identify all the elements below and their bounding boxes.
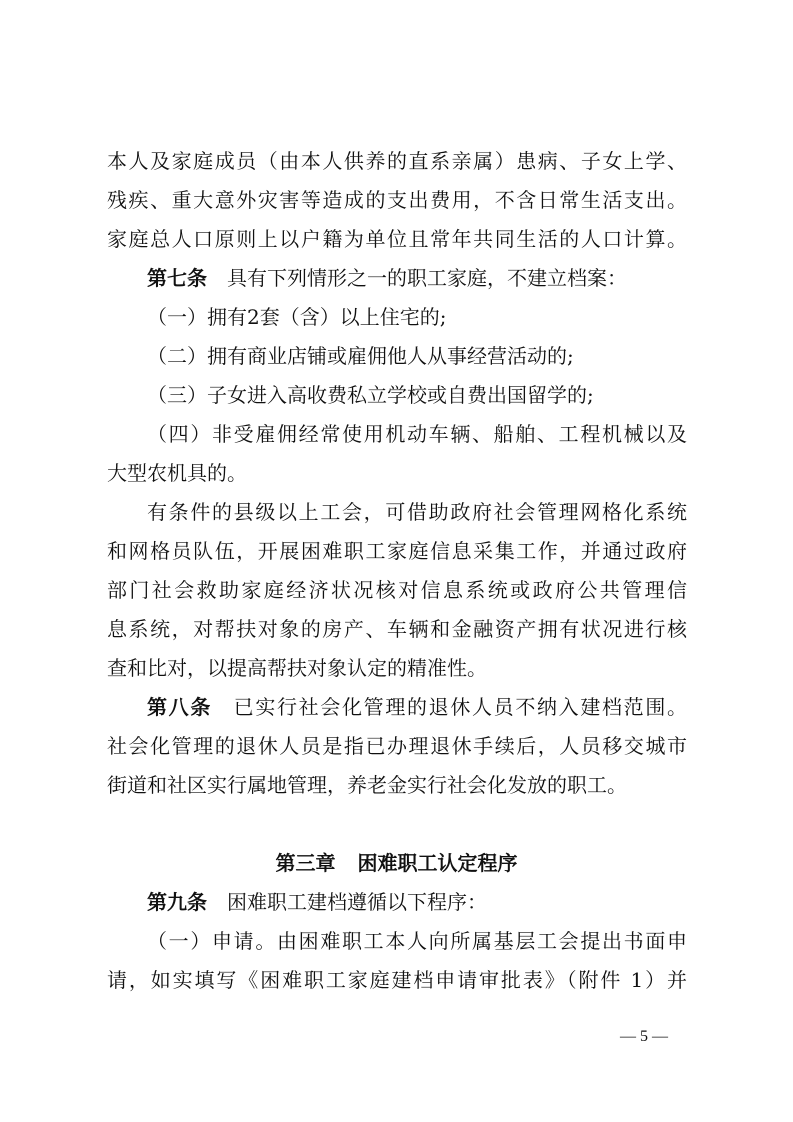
article-seven xyxy=(147,265,687,291)
page-number: — 5 — xyxy=(620,1028,668,1045)
paragraph-line: 部门社会救助家庭经济状况核对信息系统或政府公共管理信 xyxy=(107,578,687,602)
paragraph-line: 有条件的县级以上工会，可借助政府社会管理网格化系统 xyxy=(147,500,687,524)
paragraph-line: 残疾、重大意外灾害等造成的支出费用，不含日常生活支出。 xyxy=(107,188,687,212)
paragraph-line: 查和比对，以提高帮扶对象认定的精准性。 xyxy=(107,656,487,680)
article-number: 第八条 xyxy=(147,695,212,719)
list-item: （四）非受雇佣经常使用机动车辆、船舶、工程机械以及 xyxy=(147,422,687,446)
article-number: 第七条 xyxy=(147,266,207,290)
article-text: 已实行社会化管理的退休人员不纳入建档范围。 xyxy=(232,695,687,719)
list-item: （一）申请。由困难职工本人向所属基层工会提出书面申 xyxy=(147,929,687,953)
article-text: 具有下列情形之一的职工家庭，不建立档案： xyxy=(227,266,627,290)
paragraph-line: 大型农机具的。 xyxy=(107,461,247,485)
chapter-number: 第三章 xyxy=(275,851,336,875)
paragraph-line: 家庭总人口原则上以户籍为单位且常年共同生活的人口计算。 xyxy=(107,227,687,251)
list-item: （一）拥有2套（含）以上住宅的; xyxy=(147,305,447,329)
list-item: （三）子女进入高收费私立学校或自费出国留学的; xyxy=(147,383,594,407)
paragraph-line: 和网格员队伍，开展困难职工家庭信息采集工作，并通过政府 xyxy=(107,539,687,563)
paragraph-line: 街道和社区实行属地管理，养老金实行社会化发放的职工。 xyxy=(107,773,627,797)
paragraph-line: 请，如实填写《困难职工家庭建档申请审批表》（附件 1）并 xyxy=(107,968,687,992)
list-item: （二）拥有商业店铺或雇佣他人从事经营活动的; xyxy=(147,344,574,368)
paragraph-line: 社会化管理的退休人员是指已办理退休手续后，人员移交城市 xyxy=(107,734,687,758)
paragraph-line: 息系统，对帮扶对象的房产、车辆和金融资产拥有状况进行核 xyxy=(107,617,687,641)
article-number: 第九条 xyxy=(147,890,207,914)
chapter-title: 困难职工认定程序 xyxy=(357,851,518,875)
article-text: 困难职工建档遵循以下程序： xyxy=(227,890,487,914)
chapter-heading xyxy=(0,850,793,876)
article-nine xyxy=(147,889,687,915)
article-eight xyxy=(147,694,687,720)
paragraph-line: 本人及家庭成员（由本人供养的直系亲属）患病、子女上学、 xyxy=(107,149,687,173)
